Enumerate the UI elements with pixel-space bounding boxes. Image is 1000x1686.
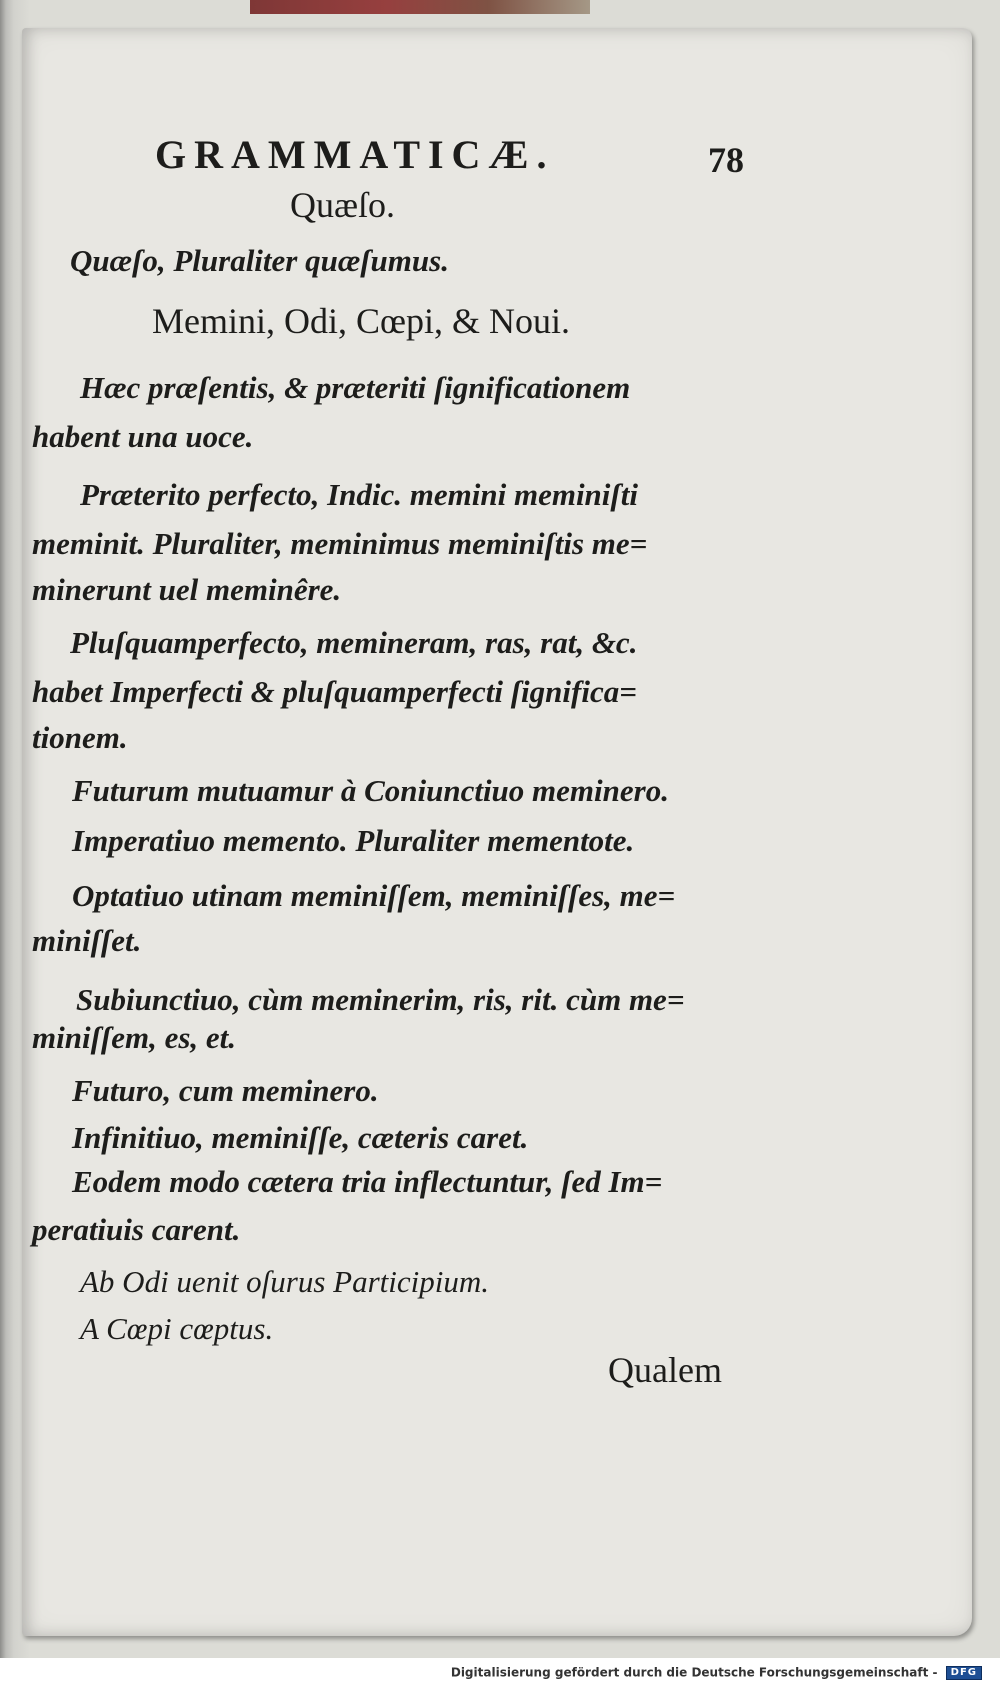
text-line: Futuro, cum meminero.	[72, 1073, 379, 1108]
catchword: Qualem	[608, 1350, 722, 1390]
credit-text: Digitalisierung gefördert durch die Deutsche Forschungsgemeinschaft -	[450, 1665, 938, 1680]
dfg-logo: DFG	[946, 1666, 982, 1680]
text-line: Præterito perfecto, Indic. memini meminiſti	[80, 477, 638, 512]
text-line: Ab Odi uenit oſurus Participium.	[80, 1264, 490, 1299]
text-line: peratiuis carent.	[32, 1212, 241, 1247]
section-heading-quaeso: Quæſo.	[290, 185, 396, 225]
binding-strip	[250, 0, 590, 14]
running-head: GRAMMATICÆ.	[155, 132, 555, 177]
text-line: habent una uoce.	[32, 419, 254, 454]
text-line: Subiunctiuo, cùm meminerim, ris, rit. cùm me=	[76, 982, 685, 1017]
digitization-credit	[451, 1666, 982, 1680]
text-line: A Cœpi cœptus.	[80, 1311, 274, 1346]
text-line: Futurum mutuamur à Coniunctiuo meminero.	[72, 773, 669, 808]
text-line: Infinitiuo, meminiſſe, cæteris caret.	[72, 1120, 529, 1155]
text-line: miniſſet.	[32, 923, 142, 958]
page-number: 78	[708, 140, 744, 180]
text-line: Pluſquamperfecto, memineram, ras, rat, &c.	[70, 625, 638, 660]
text-line: meminit. Pluraliter, meminimus meminiſtis me=	[32, 526, 648, 561]
text-line: tionem.	[32, 720, 128, 755]
text-line: Eodem modo cætera tria inflectuntur, ſed Im=	[72, 1164, 663, 1199]
text-line: Quæſo, Pluraliter quæſumus.	[70, 243, 449, 278]
text-line: Imperatiuo memento. Pluraliter mementote.	[72, 823, 635, 858]
text-line: miniſſem, es, et.	[32, 1020, 237, 1055]
text-line: habet Imperfecti & pluſquamperfecti ſignifica=	[32, 674, 637, 709]
text-line: Optatiuo utinam meminiſſem, meminiſſes, me=	[72, 878, 676, 913]
text-line: minerunt uel meminêre.	[32, 572, 342, 607]
text-line: Hæc præſentis, & præteriti ſignificationem	[80, 370, 631, 405]
section-heading-memini: Memini, Odi, Cœpi, & Noui.	[152, 301, 571, 341]
